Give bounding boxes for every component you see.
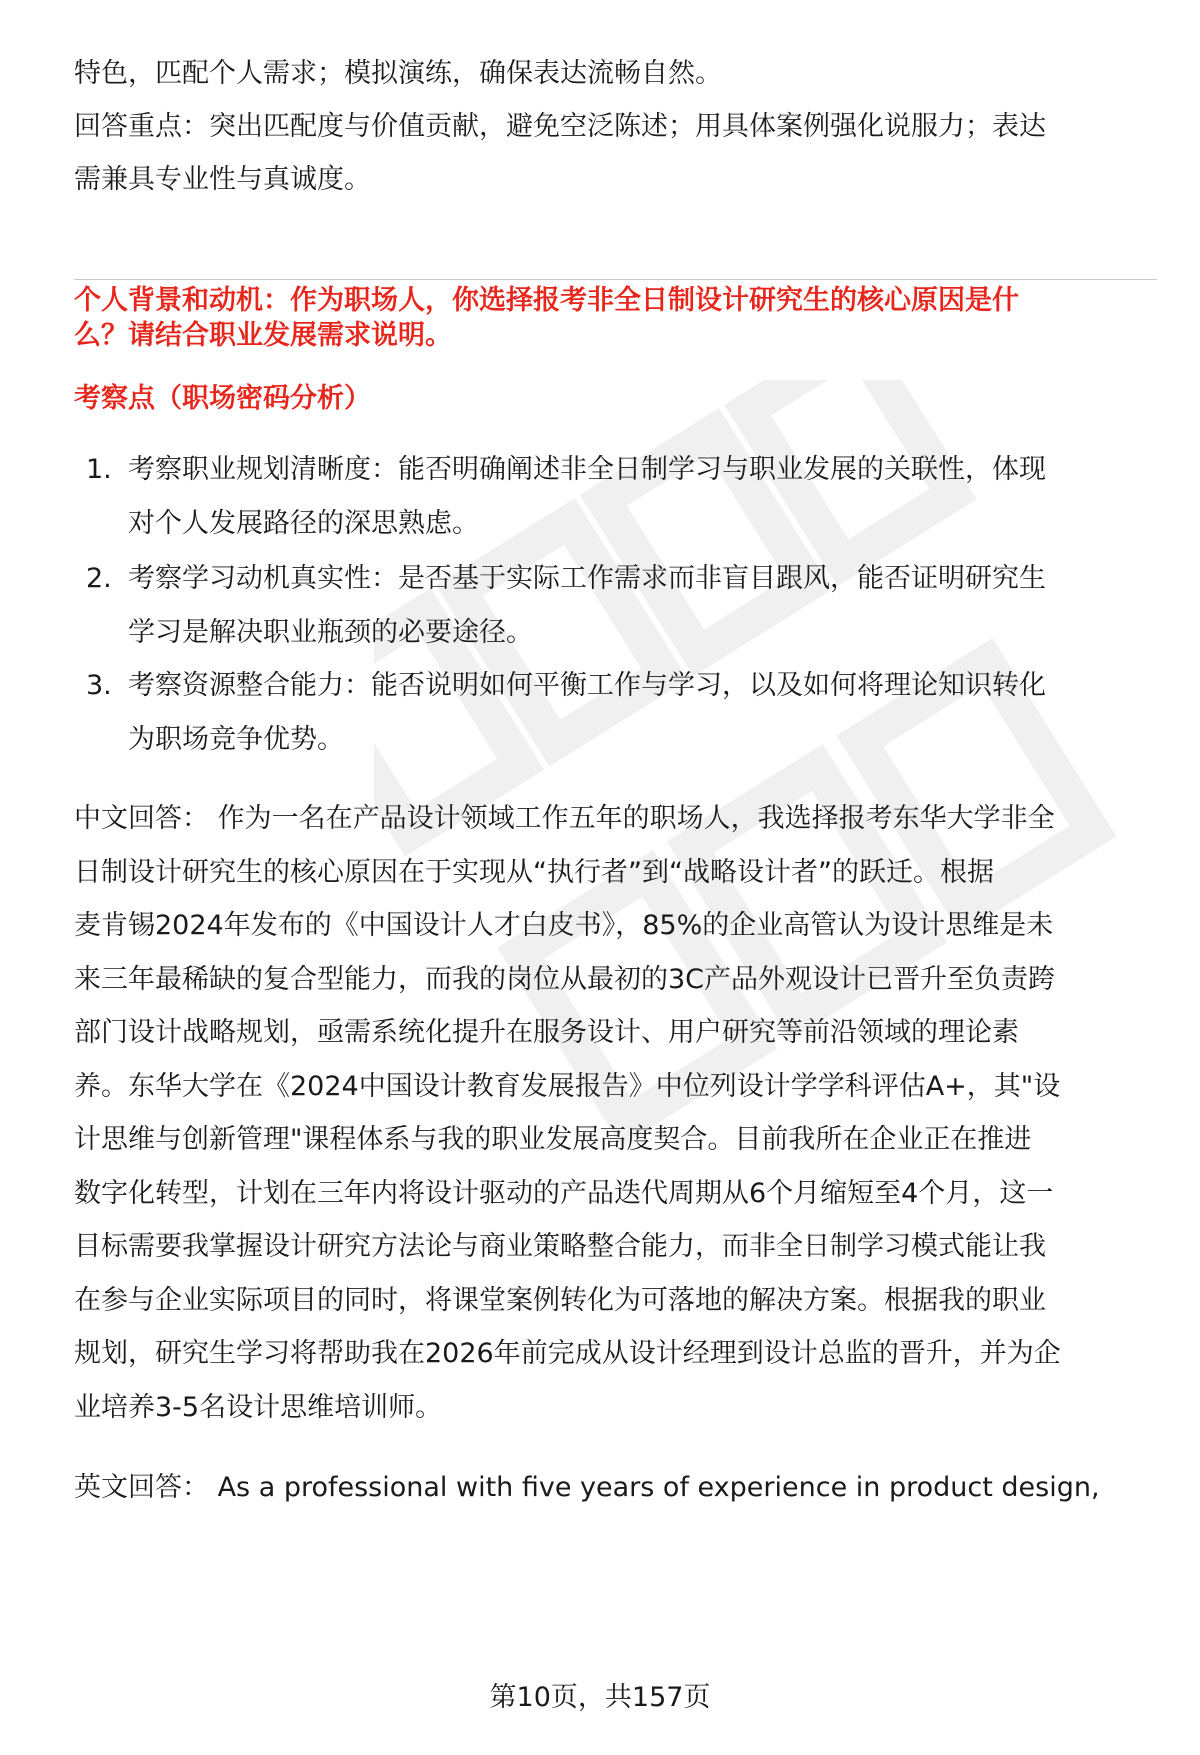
chinese-answer-line: 计思维与创新管理"课程体系与我的职业发展高度契合。目前我所在企业正在推进	[74, 1124, 1032, 1155]
item-text: 考察资源整合能力：能否说明如何平衡工作与学习，以及如何将理论知识转化	[128, 670, 1046, 701]
chinese-answer-line: 日制设计研究生的核心原因在于实现从“执行者”到“战略设计者”的跃迁。根据	[74, 857, 994, 888]
question-heading: 个人背景和动机：作为职场人，你选择报考非全日制设计研究生的核心原因是什	[74, 285, 1019, 316]
item-text: 为职场竞争优势。	[128, 724, 344, 755]
chinese-answer-line: 规划，研究生学习将帮助我在2026年前完成从设计经理到设计总监的晋升，并为企	[74, 1338, 1061, 1369]
intro-line: 回答重点：突出匹配度与价值贡献，避免空泛陈述；用具体案例强化说服力；表达	[74, 111, 1046, 142]
document-page	[74, 0, 1157, 1755]
item-text: 考察职业规划清晰度：能否明确阐述非全日制学习与职业发展的关联性，体现	[128, 454, 1046, 485]
chinese-answer-line: 在参与企业实际项目的同时，将课堂案例转化为可落地的解决方案。根据我的职业	[74, 1285, 1046, 1316]
item-number: 2.	[86, 563, 112, 594]
question-heading: 么？请结合职业发展需求说明。	[74, 320, 452, 351]
item-number: 1.	[86, 454, 112, 485]
chinese-answer-line: 来三年最稀缺的复合型能力，而我的岗位从最初的3C产品外观设计已晋升至负责跨	[74, 964, 1056, 995]
item-number: 3.	[86, 670, 112, 701]
english-answer-line: 英文回答： As a professional with five years of experience in product design,	[74, 1472, 1100, 1503]
chinese-answer-line: 部门设计战略规划，亟需系统化提升在服务设计、用户研究等前沿领域的理论素	[74, 1017, 1019, 1048]
intro-line: 需兼具专业性与真诚度。	[74, 164, 371, 195]
chinese-answer-line: 业培养3-5名设计思维培训师。	[74, 1392, 443, 1423]
item-text: 对个人发展路径的深思熟虑。	[128, 508, 479, 539]
section-divider	[74, 279, 1157, 280]
focus-heading: 考察点（职场密码分析）	[74, 383, 371, 414]
chinese-answer-line: 中文回答： 作为一名在产品设计领域工作五年的职场人，我选择报考东华大学非全	[74, 803, 1055, 834]
chinese-answer-line: 数字化转型，计划在三年内将设计驱动的产品迭代周期从6个月缩短至4个月，这一	[74, 1178, 1054, 1209]
chinese-answer-line: 养。东华大学在《2024中国设计教育发展报告》中位列设计学学科评估A+，其"设	[74, 1071, 1061, 1102]
item-text: 学习是解决职业瓶颈的必要途径。	[128, 617, 533, 648]
chinese-answer-line: 麦肯锡2024年发布的《中国设计人才白皮书》，85%的企业高管认为设计思维是未	[74, 910, 1054, 941]
page-number-footer: 第10页，共157页	[489, 1682, 711, 1713]
chinese-answer-line: 目标需要我掌握设计研究方法论与商业策略整合能力，而非全日制学习模式能让我	[74, 1231, 1046, 1262]
intro-line: 特色，匹配个人需求；模拟演练，确保表达流畅自然。	[74, 58, 722, 89]
item-text: 考察学习动机真实性：是否基于实际工作需求而非盲目跟风，能否证明研究生	[128, 563, 1046, 594]
